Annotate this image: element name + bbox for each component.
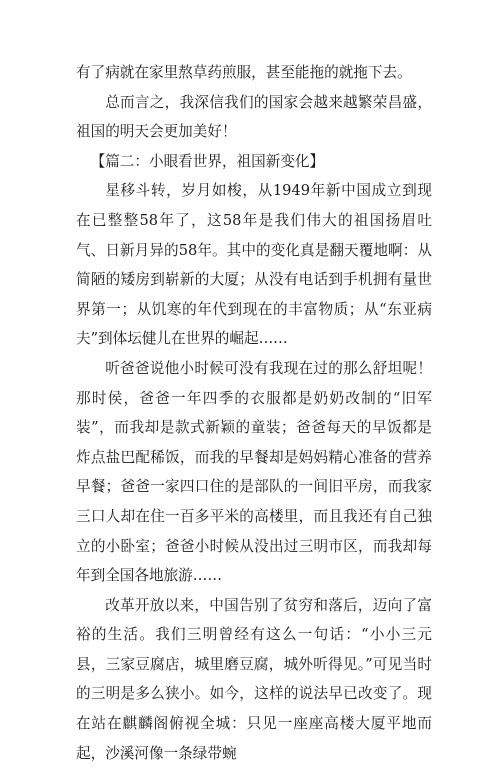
paragraph-conclusion: 总而言之，我深信我们的国家会越来越繁荣昌盛，祖国的明天会更加美好！ (76, 93, 432, 141)
paragraph-intro: 星移斗转，岁月如梭，从1949年新中国成立到现在已整整58年了，这58年是我们伟大的祖国扬眉吐气、日新月异的58年。其中的变化真是翻天覆地啊：从简陋的矮房到崭新的大厦；从没有电话到手机拥有量世界第一；从饥寒的年代到现在的丰富物质；从“东亚病夫”到体坛健儿在世界的崛起…… (76, 182, 432, 348)
paragraph-continuation: 有了病就在家里熬草药煎服，甚至能拖的就拖下去。 (76, 64, 412, 81)
paragraph-reform: 改革开放以来，中国告别了贫穷和落后，迈向了富裕的生活。我们三明曾经有这么一句话：“小小三元县，三家豆腐店，城里磨豆腐，城外听得见。”可见当时的三明是多么狭小。如今，这样的说法早已改变了。现在站在麒麟阁俯视全城：只见一座座高楼大厦平地而起，沙溪河像一条绿带蜿 (76, 596, 432, 762)
document-body (76, 58, 432, 768)
paragraph-father-childhood: 听爸爸说他小时候可没有我现在过的那么舒坦呢！那时侯，爸爸一年四季的衣服都是奶奶改制的“旧军装”，而我却是款式新颖的童装；爸爸每天的早饭都是炸点盐巴配稀饭，而我的早餐却是妈妈精心准备的营养早餐；爸爸一家四口住的是部队的一间旧平房，而我家三口人却在住一百多平米的高楼里，而且我还有自己独立的小卧室；爸爸小时候从没出过三明市区，而我却每年到全国各地旅游…… (76, 359, 432, 585)
section-heading: 【篇二：小眼看世界，祖国新变化】 (90, 152, 325, 170)
